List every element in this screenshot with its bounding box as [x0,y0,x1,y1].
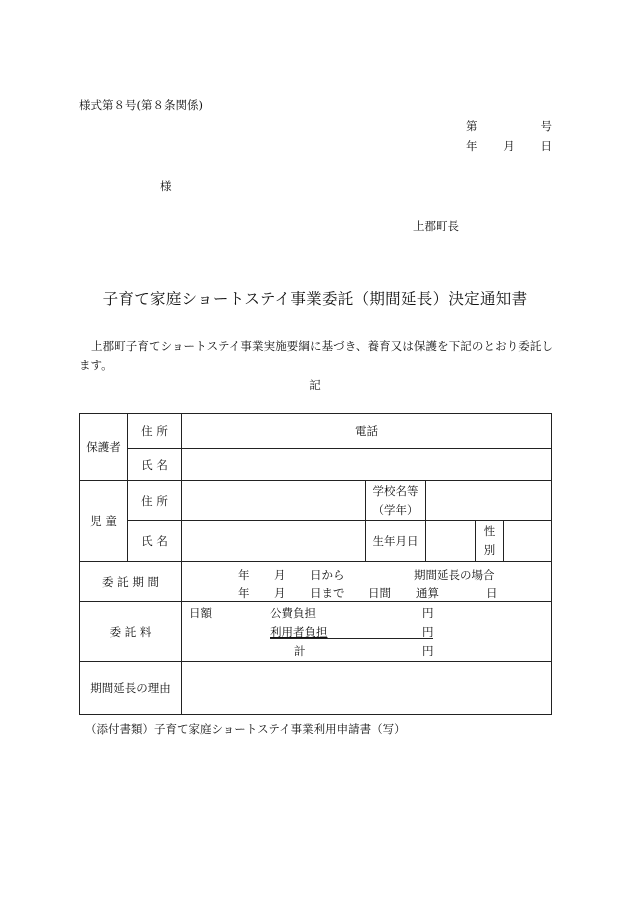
child-address-label: 住 所 [128,481,182,521]
daily-label: 日額 [189,605,212,620]
issuer: 上郡町長 [413,219,459,233]
birth-cell[interactable] [426,521,476,562]
guardian-address-cell[interactable] [182,414,552,449]
period-to-year: 年 [238,585,250,600]
body-text: 上郡町子育てショートステイ事業実施要綱に基づき、養育又は保護を下記のとおり委託します。 [79,339,553,372]
document-title: 子育て家庭ショートステイ事業委託（期間延長）決定通知書 [102,290,528,308]
reason-cell[interactable] [182,662,552,715]
school-label: 学校名等 [372,483,419,498]
fee-label: 委 託 料 [80,602,182,662]
form-number-label: 様式第８号(第８条関係) [79,98,203,112]
sex-label-2: 別 [483,543,496,557]
grade-label: （学年） [372,502,419,517]
date-month: 月 [503,139,515,153]
sex-cell[interactable] [504,521,552,562]
user-burden-yen: 円 [422,624,434,639]
phone-label: 電話 [355,424,378,438]
date-year: 年 [466,139,478,153]
period-label: 委 託 期 間 [80,562,182,602]
number-suffix: 号 [540,119,552,133]
total-day-label: 日 [486,585,498,600]
period-cell[interactable] [182,562,552,602]
document-number [466,118,552,134]
child-name-cell[interactable] [182,521,366,562]
child-name-label: 氏 名 [128,521,182,562]
attachment-note: （添付書類）子育て家庭ショートステイ事業利用申請書（写） [85,722,406,736]
guardian-name-cell[interactable] [182,449,552,481]
public-burden-label: 公費負担 [270,605,316,620]
period-from-day: 日から [310,567,345,582]
user-burden-label: 利用者負担 [270,624,328,639]
period-to-day: 日まで [310,585,345,600]
issue-date [466,138,552,154]
period-from-year: 年 [238,567,250,582]
reason-label: 期間延長の理由 [80,662,182,715]
fee-cell[interactable] [182,602,552,662]
period-from-month: 月 [274,567,286,582]
guardian-label: 保護者 [80,414,128,481]
total-calc-label: 通算 [416,585,439,600]
child-label: 児 童 [80,481,128,562]
child-address-cell[interactable] [182,481,366,521]
number-prefix: 第 [466,119,478,133]
period-to-month: 月 [274,585,286,600]
school-cell[interactable] [426,481,552,521]
guardian-address-label: 住 所 [128,414,182,449]
sex-label-1: 性 [483,524,496,538]
sum-underline [270,638,433,639]
sex-label-cell [476,521,504,562]
total-yen: 円 [422,643,434,658]
extension-case-label: 期間延長の場合 [414,567,495,582]
period-days: 日間 [368,585,391,600]
decision-table [79,413,552,715]
ki-marker: 記 [309,378,321,392]
date-day: 日 [540,139,552,153]
addressee: 様 [160,179,172,193]
guardian-name-label: 氏 名 [128,449,182,481]
total-label: 計 [294,643,306,658]
birth-label: 生年月日 [366,521,426,562]
public-burden-yen: 円 [422,605,434,620]
school-label-cell [366,481,426,521]
